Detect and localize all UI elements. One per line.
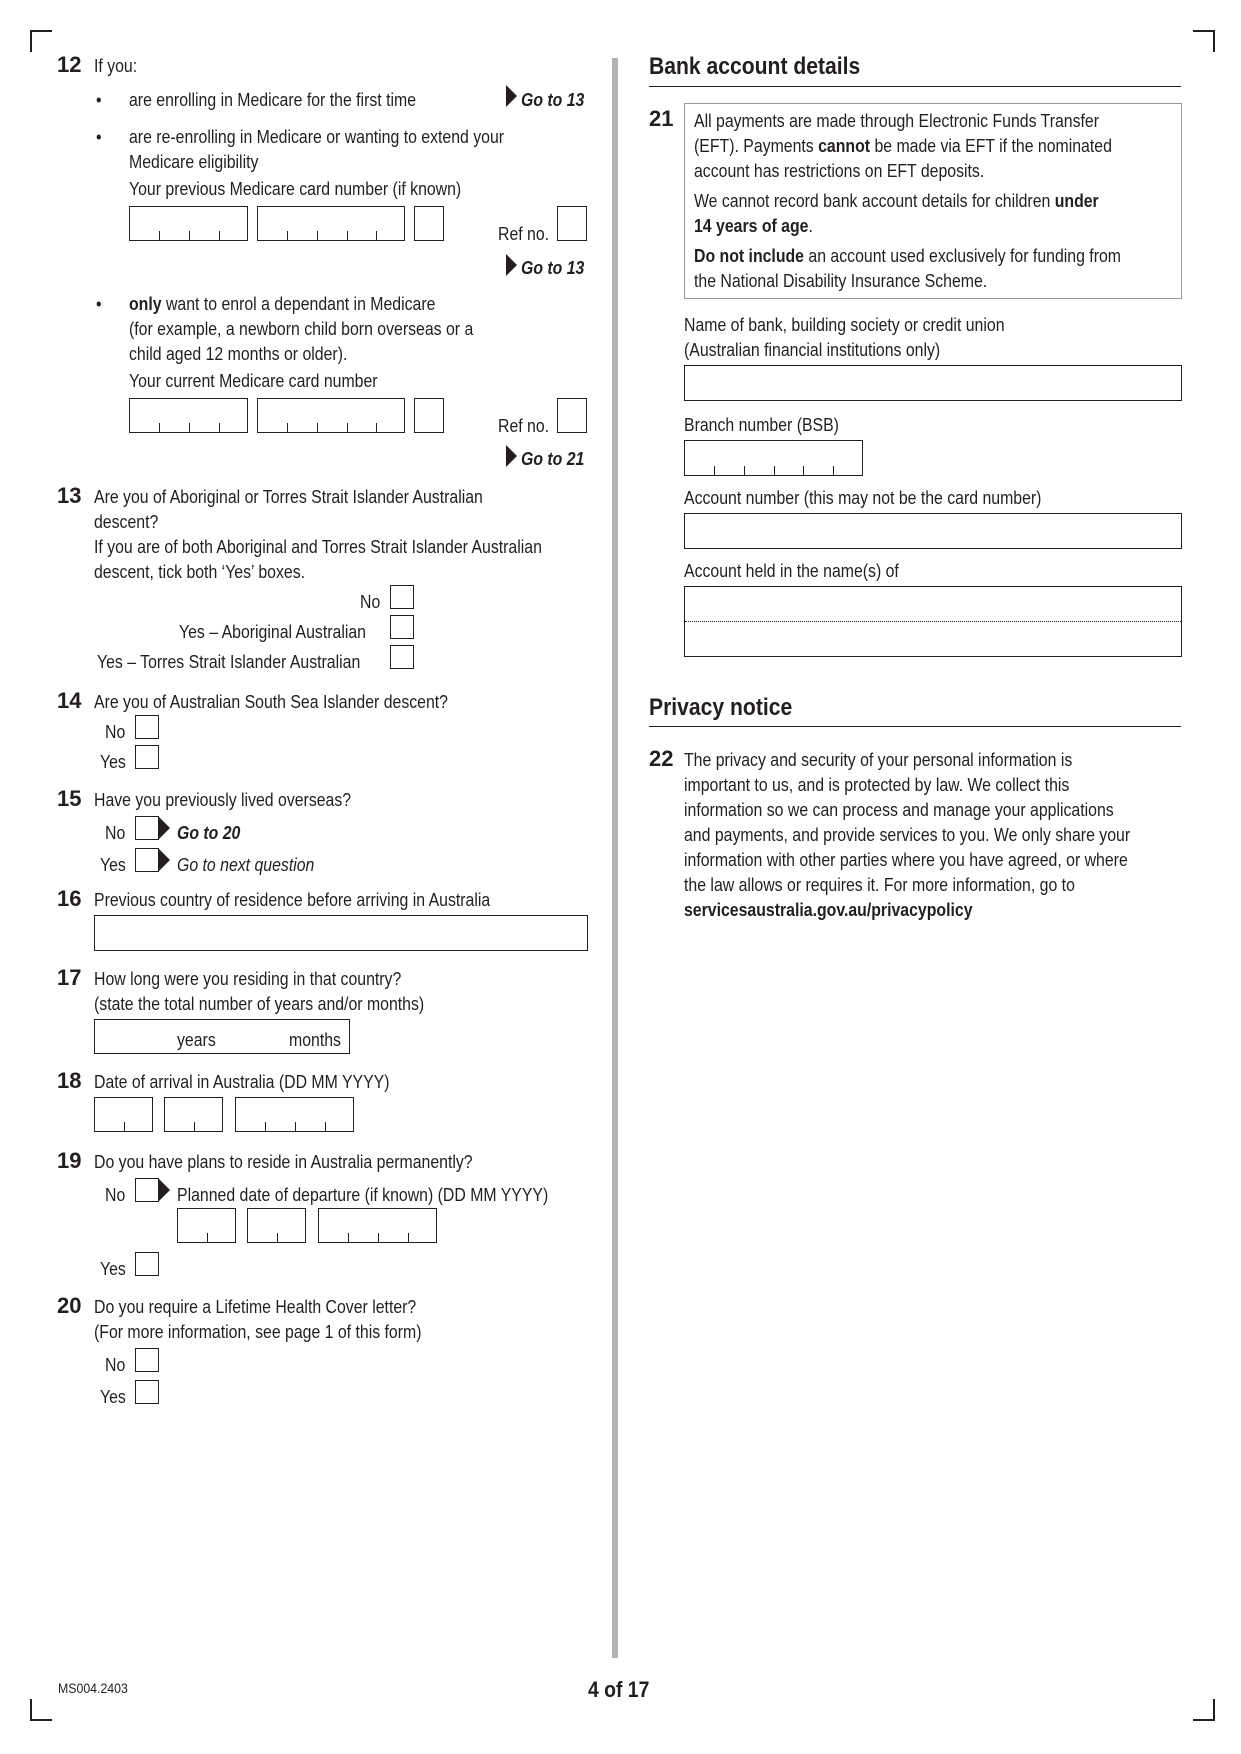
departure-year-input[interactable] [318,1208,437,1243]
field-label: Account number (this may not be the card number) [684,488,1042,508]
option-label: Yes – Aboriginal Australian [179,622,366,642]
question-text: Are you of Australian South Sea Islander descent? [94,692,448,712]
checkbox-yes[interactable] [135,745,159,769]
medicare-card-number-part3[interactable] [414,206,444,241]
question-number: 18 [57,1068,82,1093]
checkbox-no[interactable] [390,585,414,609]
go-to-instruction: Go to 20 [177,823,241,843]
info-text: All payments are made through Electronic Funds Transfer [694,111,1100,131]
question-number: 21 [649,106,674,131]
option-text: child aged 12 months or older). [129,344,348,364]
ref-no-input[interactable] [557,398,587,433]
option-label: No [105,823,126,843]
page-number: 4 of 17 [588,1677,650,1702]
ref-no-label: Ref no. [498,416,550,436]
ref-no-input[interactable] [557,206,587,241]
question-text: descent, tick both ‘Yes’ boxes. [94,562,306,582]
years-label: years [177,1030,216,1050]
option-label: Yes [100,752,126,772]
arrow-right-icon [159,849,170,871]
account-name-input[interactable] [684,586,1182,657]
checkbox-no[interactable] [135,715,159,739]
question-text: Are you of Aboriginal or Torres Strait Islander Australian [94,487,483,507]
option-label: No [105,1355,126,1375]
question-number: 22 [649,746,674,771]
option-text: Medicare eligibility [129,152,259,172]
arrival-month-input[interactable] [164,1097,223,1132]
question-text: (For more information, see page 1 of this form) [94,1322,422,1342]
go-to-instruction: Go to 13 [521,258,585,278]
duration-input[interactable] [94,1019,350,1054]
question-number: 12 [57,52,82,77]
option-text: only want to enrol a dependant in Medicare [129,294,436,314]
question-number: 15 [57,786,82,811]
go-to-instruction: Go to next question [177,855,315,875]
section-heading: Privacy notice [649,694,793,721]
info-text: 14 years of age. [694,216,813,236]
question-text: Do you require a Lifetime Health Cover letter? [94,1297,417,1317]
question-text: (state the total number of years and/or months) [94,994,425,1014]
option-label: Yes [100,1387,126,1407]
crop-mark-bottom-right [1193,1699,1215,1721]
question-text: Previous country of residence before arriving in Australia [94,890,491,910]
arrival-year-input[interactable] [235,1097,354,1132]
field-label: Your previous Medicare card number (if known) [129,179,462,199]
go-to-instruction: Go to 13 [521,90,585,110]
bsb-input[interactable] [684,440,863,476]
checkbox-yes[interactable] [135,848,159,872]
crop-mark-bottom-left [30,1699,52,1721]
info-text: (EFT). Payments cannot be made via EFT if the nominated [694,136,1112,156]
bullet: • [96,294,102,314]
option-label: Yes [100,855,126,875]
heading-rule [649,86,1181,87]
question-text: Date of arrival in Australia (DD MM YYYY) [94,1072,390,1092]
checkbox-yes[interactable] [135,1380,159,1404]
privacy-text: information with other parties where you have agreed, or where [684,850,1128,870]
info-text: account has restrictions on EFT deposits. [694,161,985,181]
arrow-right-icon [506,254,517,276]
ref-no-label: Ref no. [498,224,550,244]
info-text: We cannot record bank account details for children under [694,191,1099,211]
months-label: months [289,1030,341,1050]
column-divider [612,58,618,1658]
checkbox-no[interactable] [135,1348,159,1372]
arrow-right-icon [506,85,517,107]
option-label: Yes – Torres Strait Islander Australian [97,652,361,672]
privacy-policy-link[interactable]: servicesaustralia.gov.au/privacypolicy [684,900,973,920]
field-label: (Australian financial institutions only) [684,340,941,360]
question-text: How long were you residing in that country? [94,969,402,989]
crop-mark-top-right [1193,30,1215,52]
field-label: Account held in the name(s) of [684,561,899,581]
question-number: 20 [57,1293,82,1318]
option-text: are re-enrolling in Medicare or wanting to extend your [129,127,505,147]
question-text: descent? [94,512,159,532]
section-heading: Bank account details [649,53,861,80]
previous-country-input[interactable] [94,915,588,951]
departure-month-input[interactable] [247,1208,306,1243]
option-label: No [105,1185,126,1205]
current-medicare-card-part3[interactable] [414,398,444,433]
checkbox-yes[interactable] [135,1252,159,1276]
privacy-text: The privacy and security of your personal information is [684,750,1073,770]
question-number: 17 [57,965,82,990]
privacy-text: the law allows or requires it. For more information, go to [684,875,1075,895]
option-text: (for example, a newborn child born overseas or a [129,319,474,339]
info-text: the National Disability Insurance Scheme. [694,271,988,291]
question-number: 16 [57,886,82,911]
question-number: 13 [57,483,82,508]
option-text: are enrolling in Medicare for the first time [129,90,417,110]
form-code: MS004.2403 [58,1680,128,1696]
field-label: Planned date of departure (if known) (DD MM YYYY) [177,1185,549,1205]
option-label: Yes [100,1259,126,1279]
privacy-text: and payments, and provide services to you. We only share your [684,825,1131,845]
question-number: 19 [57,1148,82,1173]
info-text: Do not include an account used exclusively for funding from [694,246,1121,266]
go-to-instruction: Go to 21 [521,449,585,469]
medicare-card-number-part2[interactable] [257,206,405,241]
info-box [684,103,1182,299]
question-text: If you: [94,56,138,76]
heading-rule [649,726,1181,727]
field-label: Branch number (BSB) [684,415,839,435]
arrival-day-input[interactable] [94,1097,153,1132]
option-label: No [360,592,381,612]
arrow-right-icon [159,1179,170,1201]
question-text: If you are of both Aboriginal and Torres Strait Islander Australian [94,537,542,557]
dotted-divider [685,621,1181,622]
medicare-card-number-part1[interactable] [129,206,248,241]
privacy-text: information so we can process and manage your applications [684,800,1114,820]
checkbox-no[interactable] [135,816,159,840]
bullet: • [96,127,102,147]
departure-day-input[interactable] [177,1208,236,1243]
crop-mark-top-left [30,30,52,52]
bullet: • [96,90,102,110]
checkbox-aboriginal[interactable] [390,615,414,639]
account-number-input[interactable] [684,513,1182,549]
question-text: Do you have plans to reside in Australia permanently? [94,1152,473,1172]
checkbox-no[interactable] [135,1178,159,1202]
current-medicare-card-part1[interactable] [129,398,248,433]
option-label: No [105,722,126,742]
arrow-right-icon [506,445,517,467]
field-label: Your current Medicare card number [129,371,378,391]
question-number: 14 [57,688,82,713]
privacy-text: important to us, and is protected by law. We collect this [684,775,1070,795]
bank-name-input[interactable] [684,365,1182,401]
current-medicare-card-part2[interactable] [257,398,405,433]
arrow-right-icon [159,817,170,839]
question-text: Have you previously lived overseas? [94,790,352,810]
field-label: Name of bank, building society or credit union [684,315,1005,335]
checkbox-torres-strait[interactable] [390,645,414,669]
